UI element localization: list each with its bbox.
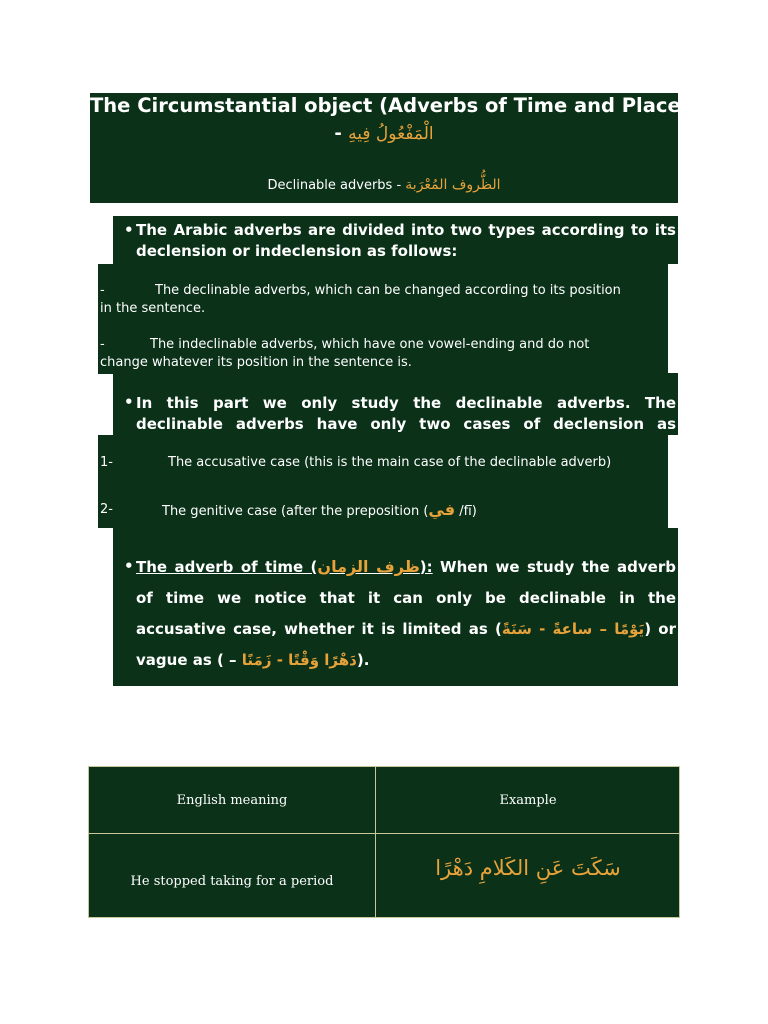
bullet-2 (113, 373, 678, 435)
title-arabic: الْمَفْعُولُ فِيهِ (348, 124, 434, 144)
dash-item-2-cont: change whatever its position in the sentence is. (100, 355, 412, 370)
bullet-3-lead-text: The adverb of time ( (136, 558, 318, 576)
table-cell-english: He stopped taking for a period (130, 873, 334, 889)
dash-marker-2: - (100, 337, 105, 352)
bullet-3-arabic-2: دَهْرًا (324, 651, 357, 669)
bullet-3-arabic-1: يَوْمًا – ساعةً - سَنَةً (501, 620, 645, 638)
case-1 (100, 454, 666, 472)
bullet-3-text-2: ) or vague as ( – (136, 620, 676, 669)
case-1-text: The accusative case (this is the main case of the declinable adverb) (168, 455, 612, 470)
case-2-text (162, 501, 477, 521)
bullet-3 (113, 528, 678, 686)
dash-item-2 (100, 336, 666, 372)
table-header-example: Example (499, 792, 557, 808)
bullet-dot: • (124, 221, 134, 239)
bullet-3-text-3: ). (356, 651, 370, 669)
bullet-3-lead (136, 558, 433, 576)
dash-list-block (98, 264, 668, 374)
bullet-1-text: The Arabic adverbs are divided into two types according to its declension or indeclension as follows: (136, 221, 676, 260)
subtitle-english: Declinable adverbs - (267, 178, 402, 193)
case-2-arabic: في (428, 500, 456, 519)
bullet-3-arabic-3: وَقْتًا - زَمَنًا (241, 651, 320, 669)
dash-item-1 (100, 282, 666, 318)
subtitle-arabic: الظُّروف المُعْرَبة (405, 177, 501, 193)
bullet-3-text-1: When we study the adverb of time we notice that it can only be declinable in the accusative case, whether it is limited as ( (136, 558, 676, 638)
table-cell-example: سَكَتَ عَنِ الكَلامِ دَهْرًا (435, 856, 621, 880)
bullet-2-text: In this part we only study the declinable adverbs. The declinable adverbs have only two cases of declension as (136, 394, 676, 433)
subtitle (90, 177, 678, 193)
cases-block (98, 435, 668, 528)
bullet-3-lead-close: ): (419, 558, 433, 576)
case-2-num: 2- (100, 502, 113, 517)
page-title: The Circumstantial object (Adverbs of Time and Place) (90, 94, 690, 117)
bullet-3-lead-arabic: ظرف الزمان (317, 557, 420, 576)
dash-marker-1: - (100, 283, 105, 298)
title-arabic-line (90, 123, 678, 144)
case-2 (100, 501, 666, 519)
title-block (90, 93, 690, 203)
case-2-text-before: The genitive case (after the preposition ( (162, 504, 429, 519)
dash-item-1-cont: in the sentence. (100, 301, 206, 316)
bullet-1 (113, 216, 678, 264)
title-dash: - (334, 123, 342, 144)
examples-table (88, 766, 680, 918)
case-1-num: 1- (100, 455, 113, 470)
dash-item-2-text: The indeclinable adverbs, which have one vowel-ending and do not (150, 337, 590, 352)
bullet-dot: • (124, 393, 134, 411)
case-2-text-after: /fī) (455, 504, 477, 519)
bullet-dot: • (124, 557, 134, 575)
dash-item-1-text: The declinable adverbs, which can be changed according to its position (155, 283, 621, 298)
table-header-english: English meaning (176, 792, 288, 808)
